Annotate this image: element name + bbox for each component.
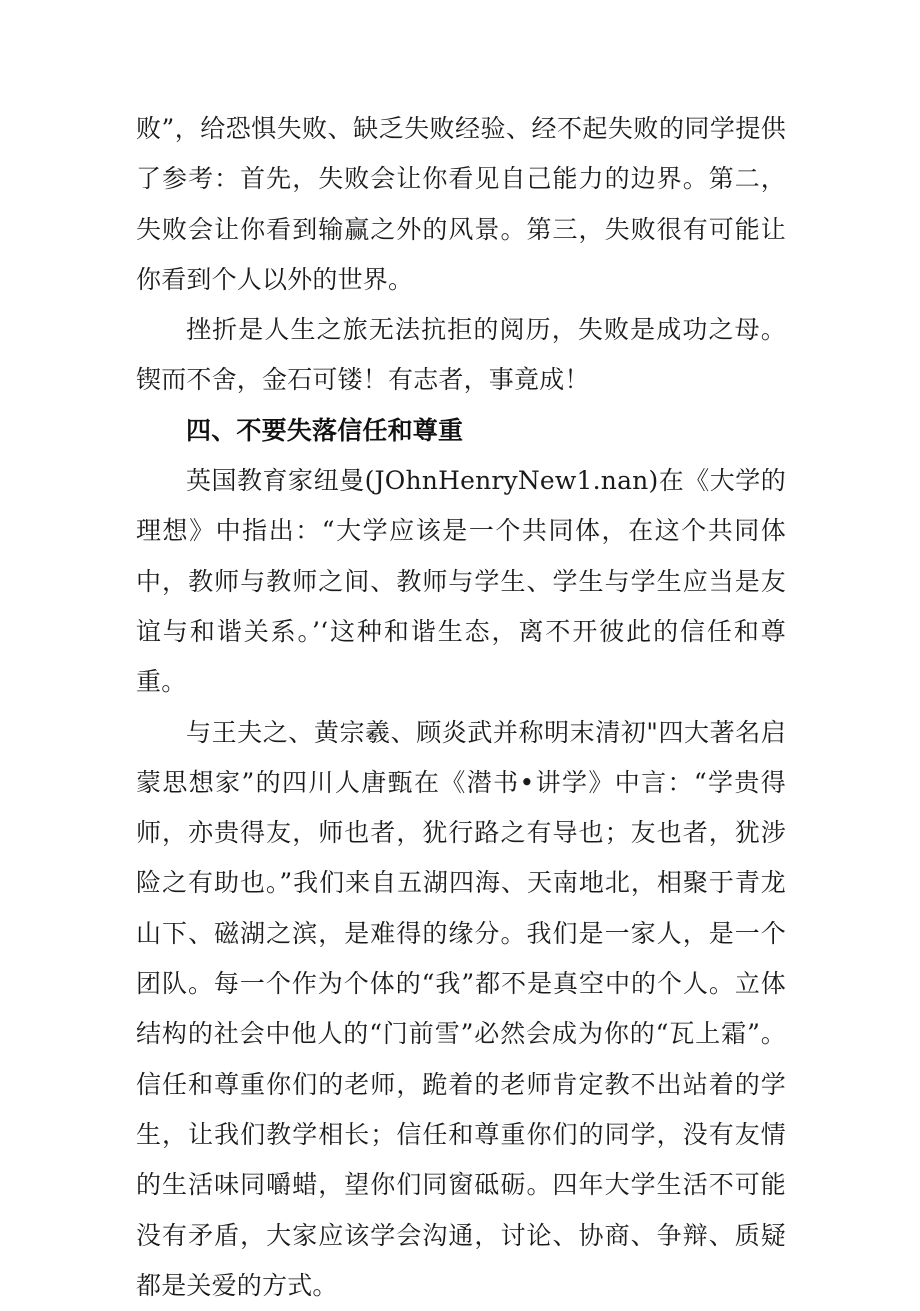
paragraph-failure-reasons: 败”，给恐惧失败、缺乏失败经验、经不起失败的同学提供了参考：首先，失败会让你看见自己能力的边界。第二，失败会让你看到输赢之外的风景。第三，失败很有可能让你看到个人以外的世界。 [136, 114, 786, 294]
paragraph-perseverance: 挫折是人生之旅无法抗拒的阅历，失败是成功之母。锲而不舍，金石可镂！有志者，事竟成！ [136, 315, 786, 395]
section-heading: 四、不要失落信任和尊重 [186, 415, 464, 445]
paragraph-newman-quote: 英国教育家纽曼(JOhnHenryNew1.nan)在《大学的理想》中指出：“大学应该是一个共同体，在这个共同体中，教师与教师之间、教师与学生、学生与学生应当是友谊与和谐关系。’‘这种和谐生态，离不开彼此的信任和尊重。 [136, 466, 786, 697]
paragraph-tang-zhen-quote: 与王夫之、黄宗羲、顾炎武并称明末清初"四大著名启蒙思想家”的四川人唐甄在《潜书•讲学》中言：“学贵得师，亦贵得友，师也者，犹行路之有导也；友也者，犹涉险之有助也。”我们来自五湖四海、天南地北，相聚于青龙山下、磁湖之滨，是难得的缘分。我们是一家人，是一个团队。每一个作为个体的“我”都不是真空中的个人。立体结构的社会中他人的“门前雪”必然会成为你的“瓦上霜”。信任和尊重你们的老师，跪着的老师肯定教不出站着的学生，让我们教学相长；信任和尊重你们的同学，没有友情的生活味同嚼蜡，望你们同窗砥砺。四年大学生活不可能没有矛盾，大家应该学会沟通，讨论、协商、争辩、质疑都是关爱的方式。 [136, 717, 786, 1300]
document-body [136, 104, 786, 1311]
